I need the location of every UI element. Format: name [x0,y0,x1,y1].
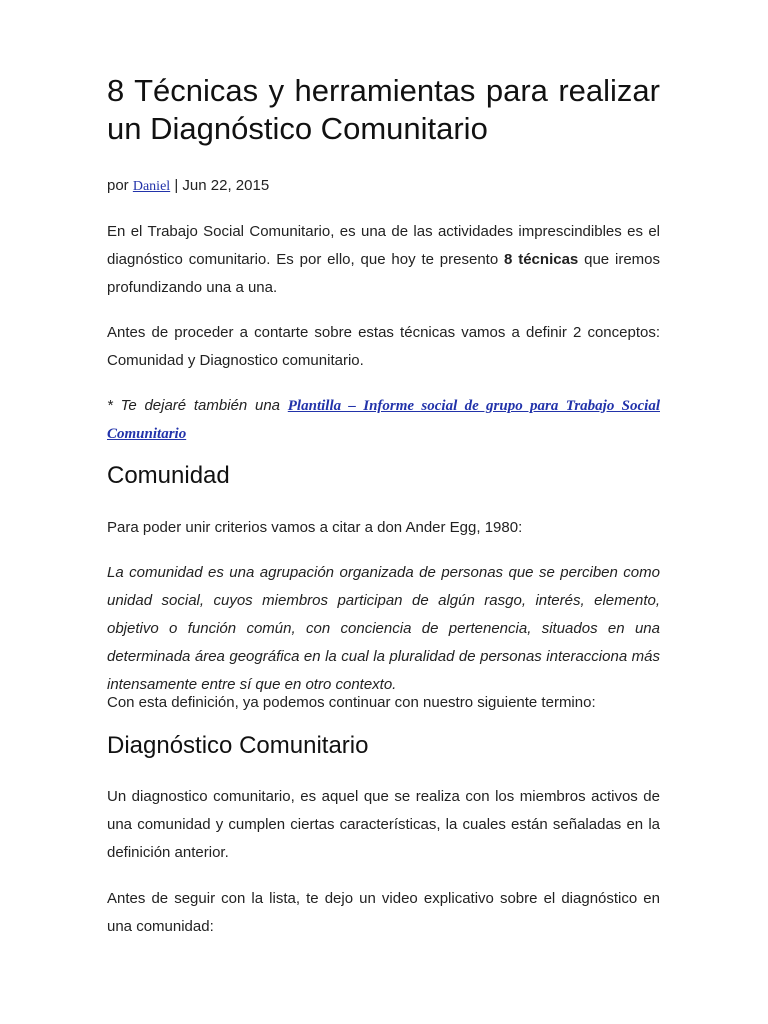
intro-paragraph [107,218,660,302]
post-meta [107,176,269,197]
intro-bold: 8 técnicas [504,251,579,268]
article [107,72,660,935]
author-link[interactable]: Daniel [132,179,171,194]
template-link[interactable]: Plantilla – Informe social de grupo para Trabajo Social Comunitario [107,398,660,442]
intro-text-after: que iremos profundizando una a una. [107,251,660,296]
concepts-paragraph: Antes de proceder a contarte sobre estas técnicas vamos a definir 2 conceptos: Comunidad y Diagnostico comunitario. [107,324,660,369]
cite-paragraph: Para poder unir criterios vamos a citar a don Ander Egg, 1980: [107,519,523,536]
section-heading-diagnostico: Diagnóstico Comunitario [107,732,369,759]
video-intro-paragraph: Antes de seguir con la lista, te dejo un video explicativo sobre el diagnóstico en una comunidad: [107,890,660,935]
note-prefix: * Te dejaré también una [107,397,288,414]
meta-separator: | [170,177,183,194]
meta-prefix: por [107,177,133,194]
continue-paragraph: Con esta definición, ya podemos continuar con nuestro siguiente termino: [107,694,596,711]
section-heading-comunidad: Comunidad [107,462,230,489]
template-note [107,392,660,448]
diagnostico-definition: Un diagnostico comunitario, es aquel que se realiza con los miembros activos de una comunidad y cumplen ciertas características, la cuales están señaladas en la definición anterior. [107,788,660,861]
intro-text-before: En el Trabajo Social Comunitario, es una de las actividades imprescindibles es el diagnóstico comunitario. Es por ello, que hoy te presento [107,223,660,268]
article-title: 8 Técnicas y herramientas para realizar un Diagnóstico Comunitario [107,73,660,146]
definition-quote: La comunidad es una agrupación organizada de personas que se perciben como unidad social, cuyos miembros participan de algún rasgo, interés, elemento, objetivo o función común, con conciencia de pertenencia, situados en una determinada área geográfica en la cual la pluralidad de personas interacciona más intensamente entre sí que en otro contexto. [107,564,660,693]
post-date: Jun 22, 2015 [182,177,270,194]
